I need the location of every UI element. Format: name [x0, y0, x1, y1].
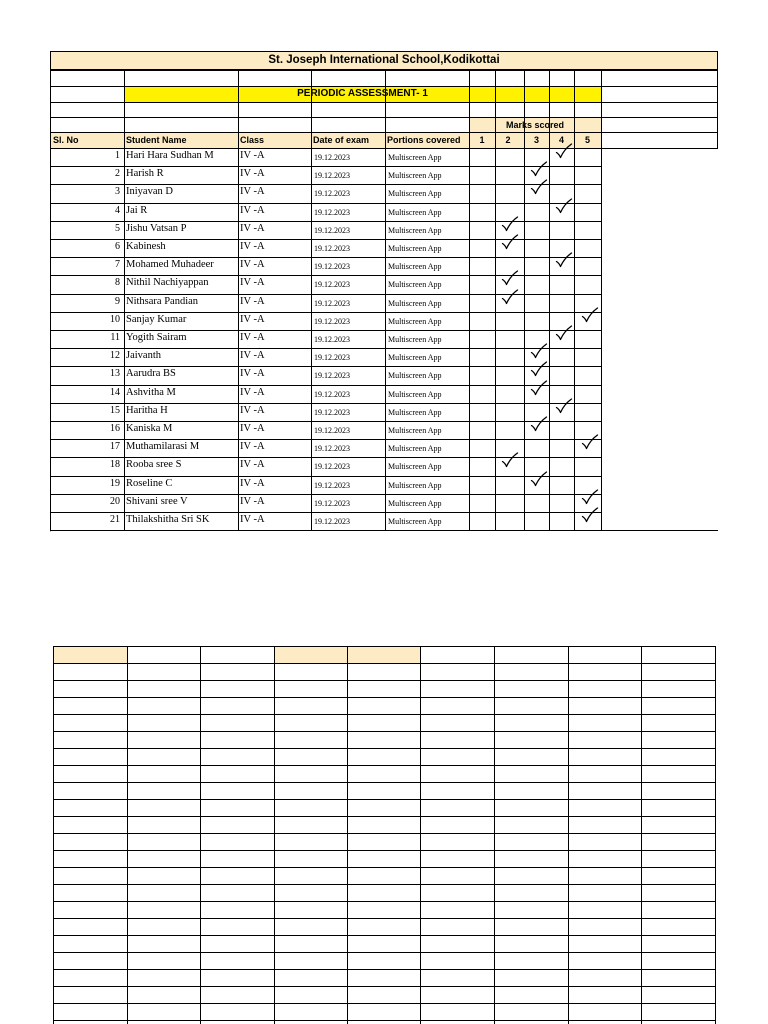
- row-sl-no: 10: [110, 313, 120, 325]
- row-class: IV -A: [240, 350, 265, 362]
- header-class: Class: [240, 135, 265, 145]
- row-date: 19.12.2023: [314, 244, 350, 253]
- row-class: IV -A: [240, 495, 265, 507]
- row-class: IV -A: [240, 386, 265, 398]
- checkmark-icon-mark-5: [581, 507, 599, 523]
- header-student-name: Student Name: [126, 135, 187, 145]
- row-portion: Multiscreen App: [388, 171, 442, 181]
- row-class: IV -A: [240, 186, 265, 198]
- row-portion: Multiscreen App: [388, 444, 442, 454]
- row-date: 19.12.2023: [314, 462, 350, 472]
- row-portion: Multiscreen App: [388, 280, 442, 290]
- checkmark-icon-mark-2: [501, 289, 519, 305]
- row-date: 19.12.2023: [314, 353, 350, 363]
- row-sl-no: 1: [115, 150, 120, 161]
- row-sl-no: 9: [115, 295, 120, 307]
- row-sl-no: 2: [115, 168, 120, 180]
- row-sl-no: 11: [110, 332, 120, 343]
- row-student-name: Kabinesh: [126, 241, 166, 252]
- row-date: 19.12.2023: [314, 480, 350, 490]
- row-portion: Multiscreen App: [388, 244, 442, 253]
- checkmark-icon-mark-5: [581, 489, 599, 505]
- row-sl-no: 17: [110, 441, 120, 453]
- checkmark-icon-mark-5: [581, 434, 599, 450]
- checkmark-icon-mark-2: [501, 234, 519, 250]
- header-mark-3: 3: [533, 135, 539, 145]
- row-date: 19.12.2023: [314, 280, 350, 290]
- row-date: 19.12.2023: [314, 444, 350, 454]
- row-sl-no: 3: [115, 186, 120, 198]
- row-class: IV -A: [240, 222, 265, 234]
- row-student-name: Nithsara Pandian: [126, 295, 199, 307]
- row-sl-no: 6: [115, 241, 120, 252]
- row-class: IV -A: [240, 241, 265, 252]
- checkmark-icon-mark-2: [501, 216, 519, 232]
- row-student-name: Ashvitha M: [126, 386, 176, 398]
- row-sl-no: 15: [110, 404, 120, 416]
- row-class: IV -A: [240, 423, 265, 434]
- header-mark-1: 1: [479, 135, 485, 145]
- row-date: 19.12.2023: [314, 389, 350, 399]
- row-student-name: Haritha H: [126, 404, 168, 416]
- row-date: 19.12.2023: [314, 426, 350, 435]
- row-portion: Multiscreen App: [388, 462, 442, 472]
- row-sl-no: 8: [115, 277, 120, 289]
- row-sl-no: 16: [110, 423, 120, 434]
- row-class: IV -A: [240, 150, 265, 161]
- row-portion: Multiscreen App: [388, 298, 442, 308]
- row-class: IV -A: [240, 404, 265, 416]
- row-date: 19.12.2023: [314, 298, 350, 308]
- row-sl-no: 21: [110, 514, 120, 525]
- row-date: 19.12.2023: [314, 189, 350, 199]
- row-portion: Multiscreen App: [388, 207, 442, 217]
- row-sl-no: 5: [115, 222, 120, 234]
- checkmark-icon-mark-2: [501, 270, 519, 286]
- header-sl-no: Sl. No: [53, 135, 79, 145]
- row-portion: Multiscreen App: [388, 480, 442, 490]
- checkmark-icon-mark-3: [530, 361, 548, 377]
- row-date: 19.12.2023: [314, 225, 350, 235]
- row-sl-no: 14: [110, 386, 120, 398]
- row-portion: Multiscreen App: [388, 389, 442, 399]
- row-class: IV -A: [240, 313, 265, 325]
- row-portion: Multiscreen App: [388, 153, 442, 162]
- row-class: IV -A: [240, 295, 265, 307]
- row-portion: Multiscreen App: [388, 517, 442, 526]
- row-student-name: Hari Hara Sudhan M: [126, 150, 214, 161]
- row-student-name: Kaniska M: [126, 423, 173, 434]
- checkmark-icon-mark-3: [530, 179, 548, 195]
- row-student-name: Shivani sree V: [126, 495, 188, 507]
- row-date: 19.12.2023: [314, 371, 350, 381]
- row-student-name: Aarudra BS: [126, 368, 176, 380]
- row-sl-no: 4: [115, 204, 120, 216]
- checkmark-icon-mark-5: [581, 307, 599, 323]
- row-class: IV -A: [240, 168, 265, 180]
- header-portions-covered: Portions covered: [387, 135, 461, 145]
- row-date: 19.12.2023: [314, 171, 350, 181]
- row-class: IV -A: [240, 368, 265, 380]
- row-student-name: Nithil Nachiyappan: [126, 277, 209, 289]
- row-sl-no: 19: [110, 477, 120, 489]
- checkmark-icon-mark-3: [530, 343, 548, 359]
- header-mark-2: 2: [505, 135, 511, 145]
- row-portion: Multiscreen App: [388, 225, 442, 235]
- blank-grid-lines: [0, 640, 768, 1024]
- row-student-name: Jai R: [126, 204, 148, 216]
- marks-group-label: Marks scored: [505, 120, 565, 130]
- row-student-name: Mohamed Muhadeer: [126, 259, 214, 271]
- checkmark-icon-mark-4: [555, 398, 573, 414]
- row-date: 19.12.2023: [314, 517, 350, 526]
- row-class: IV -A: [240, 477, 265, 489]
- checkmark-icon-mark-3: [530, 416, 548, 432]
- checkmark-icon-mark-3: [530, 161, 548, 177]
- checkmark-icon-mark-2: [501, 452, 519, 468]
- row-date: 19.12.2023: [314, 262, 350, 272]
- checkmark-icon-mark-4: [555, 252, 573, 268]
- row-student-name: Sanjay Kumar: [126, 313, 187, 325]
- row-class: IV -A: [240, 514, 265, 525]
- row-student-name: Jishu Vatsan P: [126, 222, 187, 234]
- checkmark-icon-mark-4: [555, 198, 573, 214]
- school-title: St. Joseph International School,Kodikottai: [268, 54, 500, 66]
- assessment-title: PERIODIC ASSESSMENT- 1: [297, 88, 428, 99]
- row-date: 19.12.2023: [314, 498, 350, 508]
- row-class: IV -A: [240, 459, 265, 471]
- row-date: 19.12.2023: [314, 207, 350, 217]
- row-student-name: Jaivanth: [126, 350, 161, 362]
- row-portion: Multiscreen App: [388, 335, 442, 344]
- row-date: 19.12.2023: [314, 407, 350, 417]
- row-student-name: Yogith Sairam: [126, 332, 187, 343]
- checkmark-icon-mark-3: [530, 471, 548, 487]
- row-portion: Multiscreen App: [388, 316, 442, 326]
- blank-header-cell-0: [53, 646, 127, 663]
- row-student-name: Thilakshitha Sri SK: [126, 514, 210, 525]
- row-portion: Multiscreen App: [388, 426, 442, 435]
- header-date-of-exam: Date of exam: [313, 135, 370, 145]
- row-class: IV -A: [240, 259, 265, 271]
- checkmark-icon-mark-4: [555, 325, 573, 341]
- checkmark-icon-mark-3: [530, 380, 548, 396]
- row-date: 19.12.2023: [314, 335, 350, 344]
- row-student-name: Rooba sree S: [126, 459, 182, 471]
- checkmark-icon-mark-4: [555, 143, 573, 159]
- row-portion: Multiscreen App: [388, 371, 442, 381]
- header-mark-5: 5: [584, 135, 590, 145]
- row-portion: Multiscreen App: [388, 407, 442, 417]
- row-sl-no: 12: [110, 350, 120, 362]
- row-portion: Multiscreen App: [388, 189, 442, 199]
- row-portion: Multiscreen App: [388, 498, 442, 508]
- row-student-name: Harish R: [126, 168, 164, 180]
- row-class: IV -A: [240, 441, 265, 453]
- row-sl-no: 20: [110, 495, 120, 507]
- row-date: 19.12.2023: [314, 316, 350, 326]
- row-class: IV -A: [240, 204, 265, 216]
- row-date: 19.12.2023: [314, 153, 350, 162]
- row-sl-no: 7: [115, 259, 120, 271]
- row-student-name: Iniyavan D: [126, 186, 173, 198]
- row-class: IV -A: [240, 277, 265, 289]
- row-portion: Multiscreen App: [388, 353, 442, 363]
- row-sl-no: 18: [110, 459, 120, 471]
- header-mark-4: 4: [558, 135, 564, 145]
- row-portion: Multiscreen App: [388, 262, 442, 272]
- row-sl-no: 13: [110, 368, 120, 380]
- row-class: IV -A: [240, 332, 265, 343]
- row-student-name: Roseline C: [126, 477, 173, 489]
- row-student-name: Muthamilarasi M: [126, 441, 200, 453]
